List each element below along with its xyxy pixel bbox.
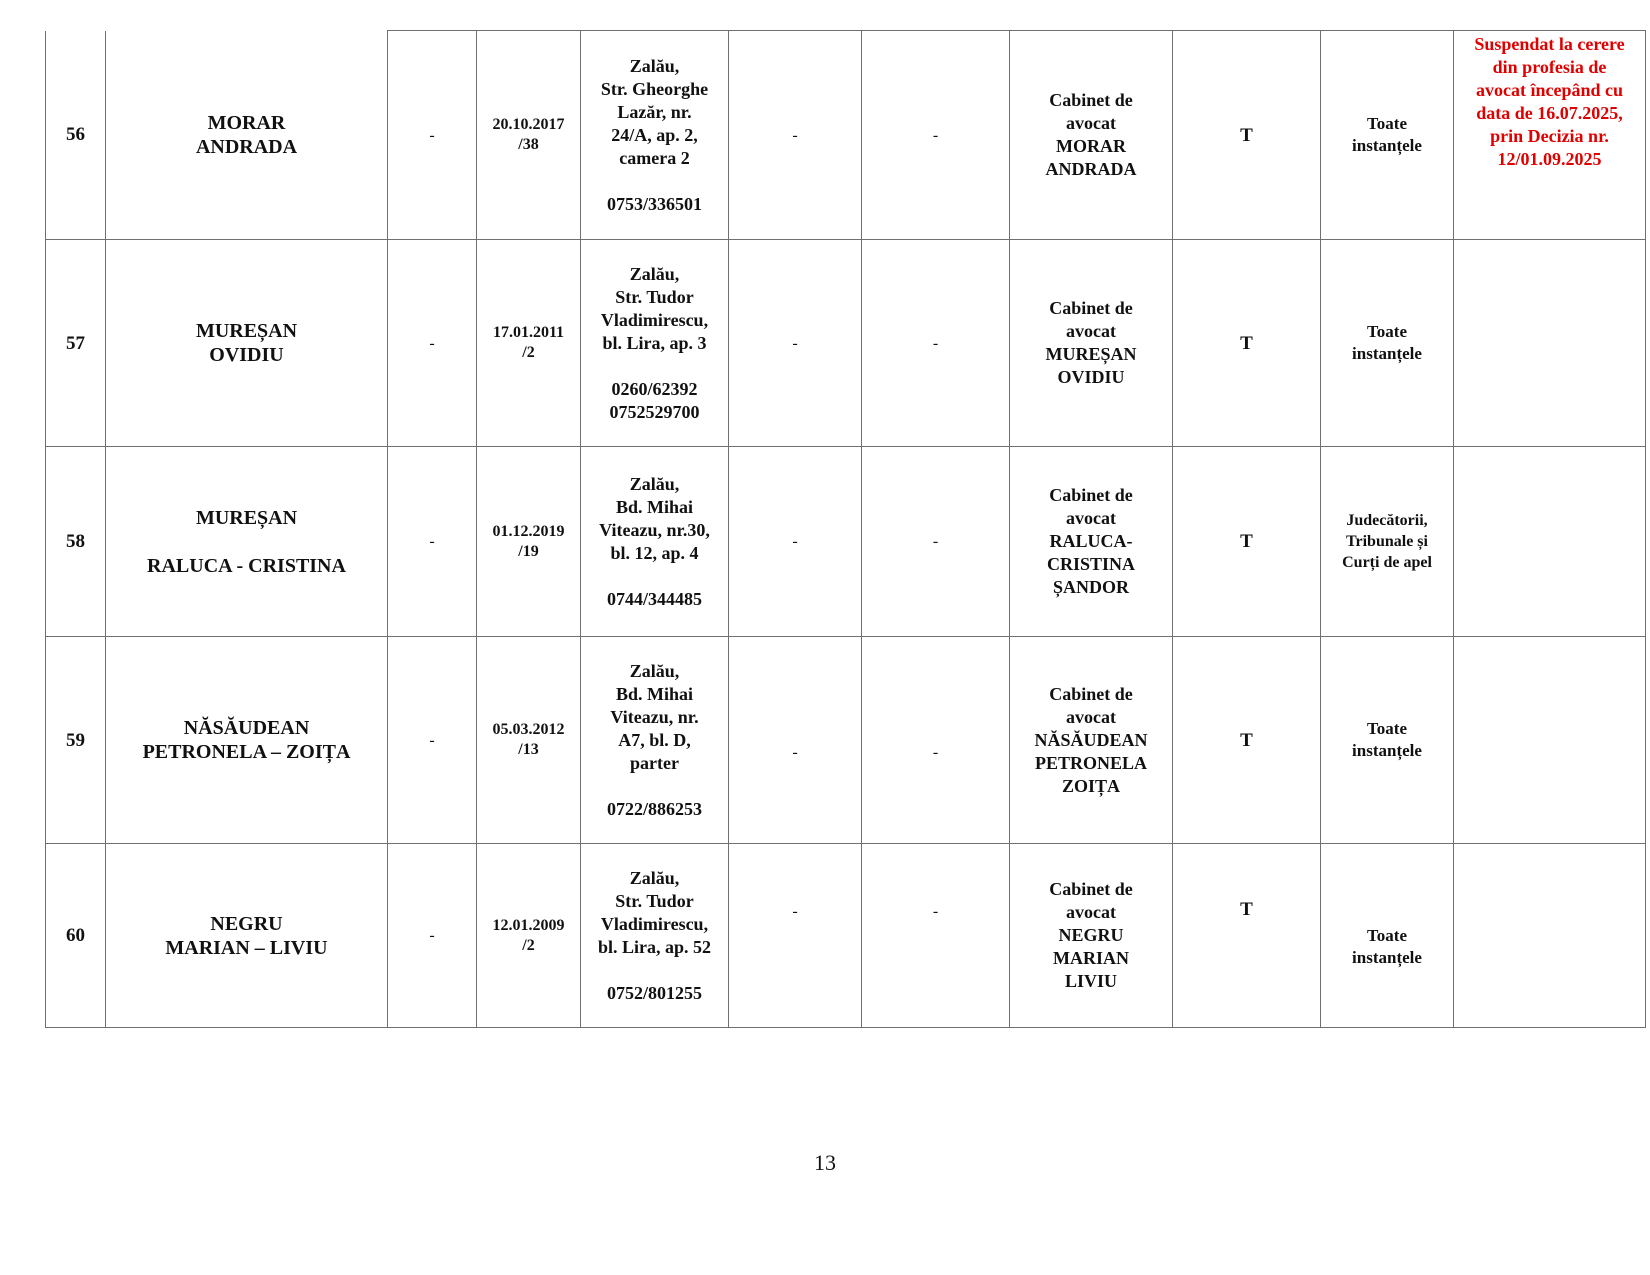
- empty-field: -: [388, 447, 477, 637]
- address: Zalău, Str. Gheorghe Lazăr, nr. 24/A, ap. 2, camera 2 0753/336501: [581, 31, 729, 240]
- address: Zalău, Str. Tudor Vladimirescu, bl. Lira, ap. 52 0752/801255: [581, 844, 729, 1028]
- empty-field: -: [388, 31, 477, 240]
- status-note: Suspendat la cerere din profesia de avocat începând cu data de 16.07.2025, prin Decizia nr. 12/01.09.2025: [1454, 31, 1646, 240]
- lawyer-type: T: [1173, 637, 1321, 844]
- empty-field: -: [729, 844, 862, 1028]
- empty-field: -: [388, 844, 477, 1028]
- status-note: [1454, 240, 1646, 447]
- courts: Toate instanțele: [1321, 31, 1454, 240]
- address: Zalău, Bd. Mihai Viteazu, nr. A7, bl. D, parter 0722/886253: [581, 637, 729, 844]
- empty-field: -: [729, 637, 862, 844]
- table-row: [46, 240, 1646, 447]
- empty-field: -: [729, 447, 862, 637]
- row-number: 56: [46, 31, 106, 240]
- lawyers-registry-table: [45, 30, 1646, 1028]
- lawyer-name: MUREȘAN RALUCA - CRISTINA: [106, 447, 388, 637]
- table-row: [46, 31, 1646, 240]
- empty-field: -: [862, 637, 1010, 844]
- empty-field: -: [862, 844, 1010, 1028]
- status-note: [1454, 844, 1646, 1028]
- row-number: 59: [46, 637, 106, 844]
- empty-field: -: [729, 240, 862, 447]
- empty-field: -: [862, 447, 1010, 637]
- courts: Toate instanțele: [1321, 240, 1454, 447]
- lawyer-name: NĂSĂUDEAN PETRONELA – ZOIȚA: [106, 637, 388, 844]
- table-row: [46, 637, 1646, 844]
- address: Zalău, Str. Tudor Vladimirescu, bl. Lira, ap. 3 0260/62392 0752529700: [581, 240, 729, 447]
- row-number: 60: [46, 844, 106, 1028]
- address: Zalău, Bd. Mihai Viteazu, nr.30, bl. 12, ap. 4 0744/344485: [581, 447, 729, 637]
- lawyer-type: T: [1173, 447, 1321, 637]
- courts: Toate instanțele: [1321, 637, 1454, 844]
- courts: Toate instanțele: [1321, 844, 1454, 1028]
- empty-field: -: [862, 31, 1010, 240]
- registration-date: 12.01.2009 /2: [477, 844, 581, 1028]
- practice-form: Cabinet de avocat NĂSĂUDEAN PETRONELA ZOIȚA: [1010, 637, 1173, 844]
- lawyer-type: T: [1173, 31, 1321, 240]
- practice-form: Cabinet de avocat MUREȘAN OVIDIU: [1010, 240, 1173, 447]
- lawyer-type: T: [1173, 844, 1321, 1028]
- registration-date: 05.03.2012 /13: [477, 637, 581, 844]
- table-row: [46, 844, 1646, 1028]
- lawyer-name: MUREȘAN OVIDIU: [106, 240, 388, 447]
- practice-form: Cabinet de avocat MORAR ANDRADA: [1010, 31, 1173, 240]
- row-number: 57: [46, 240, 106, 447]
- practice-form: Cabinet de avocat NEGRU MARIAN LIVIU: [1010, 844, 1173, 1028]
- empty-field: -: [388, 240, 477, 447]
- registration-date: 01.12.2019 /19: [477, 447, 581, 637]
- status-note: [1454, 447, 1646, 637]
- registration-date: 17.01.2011 /2: [477, 240, 581, 447]
- lawyer-type: T: [1173, 240, 1321, 447]
- table-row: [46, 447, 1646, 637]
- registration-date: 20.10.2017 /38: [477, 31, 581, 240]
- lawyer-name: MORAR ANDRADA: [106, 31, 388, 240]
- status-note: [1454, 637, 1646, 844]
- empty-field: -: [388, 637, 477, 844]
- empty-field: -: [729, 31, 862, 240]
- practice-form: Cabinet de avocat RALUCA- CRISTINA ȘANDOR: [1010, 447, 1173, 637]
- row-number: 58: [46, 447, 106, 637]
- courts: Judecătorii, Tribunale și Curți de apel: [1321, 447, 1454, 637]
- empty-field: -: [862, 240, 1010, 447]
- page-number: 13: [814, 1150, 836, 1175]
- lawyer-name: NEGRU MARIAN – LIVIU: [106, 844, 388, 1028]
